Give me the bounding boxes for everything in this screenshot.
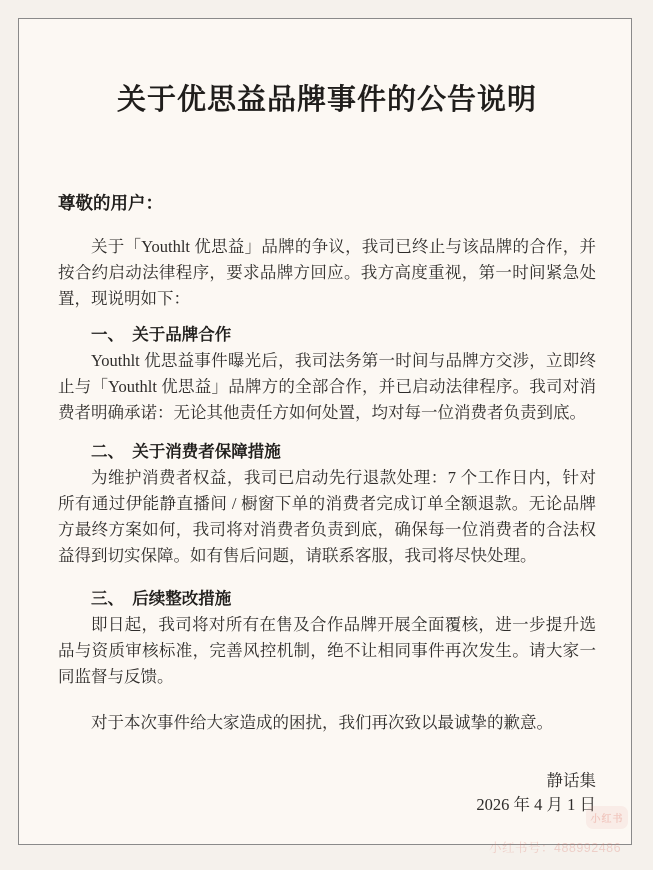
xiaohongshu-id-watermark: 小红书号：488992486 (489, 841, 622, 855)
page-title: 关于优思益品牌事件的公告说明 (116, 84, 537, 116)
closing-paragraph: 对于本次事件给大家造成的困扰，我们再次致以最诚挚的歉意。 (91, 713, 553, 732)
section-2-heading: 二、 关于消费者保障措施 (91, 442, 281, 461)
page-content (19, 77, 631, 817)
section-3-heading: 三、 后续整改措施 (91, 589, 232, 608)
intro-paragraph: 关于「Youthlt 优思益」品牌的争议，我司已终止与该品牌的合作，并按合约启动法律程序，要求品牌方回应。我方高度重视，第一时间紧急处置，现说明如下： (58, 237, 596, 308)
section-2-body: 为维护消费者权益，我司已启动先行退款处理：7 个工作日内，针对所有通过伊能静直播间 / 橱窗下单的消费者完成订单全额退款。无论品牌方最终方案如何，我司将对消费者负责到底，确保每一位消费者的合法权益得到切实保障。如有售后问题，请联系客服，我司将尽快处理。 (58, 468, 596, 565)
section-1-heading: 一、 关于品牌合作 (91, 325, 232, 344)
signature-date: 2026 年 4 月 1 日 (476, 795, 596, 814)
section-3-body: 即日起，我司将对所有在售及合作品牌开展全面覆核，进一步提升选品与资质审核标准，完善风控机制，绝不让相同事件再次发生。请大家一同监督与反馈。 (58, 615, 596, 686)
signature-block (58, 769, 596, 817)
section-1-body: Youthlt 优思益事件曝光后，我司法务第一时间与品牌方交涉，立即终止与「Youthlt 优思益」品牌方的全部合作，并已启动法律程序。我司对消费者明确承诺：无论其他责任方如何处置，均对每一位消费者负责到底。 (58, 351, 596, 422)
xiaohongshu-logo-watermark: 小红书 (586, 806, 628, 829)
salutation: 尊敬的用户： (58, 193, 163, 213)
signature-name: 静话集 (546, 771, 596, 790)
announcement-page (18, 18, 632, 845)
